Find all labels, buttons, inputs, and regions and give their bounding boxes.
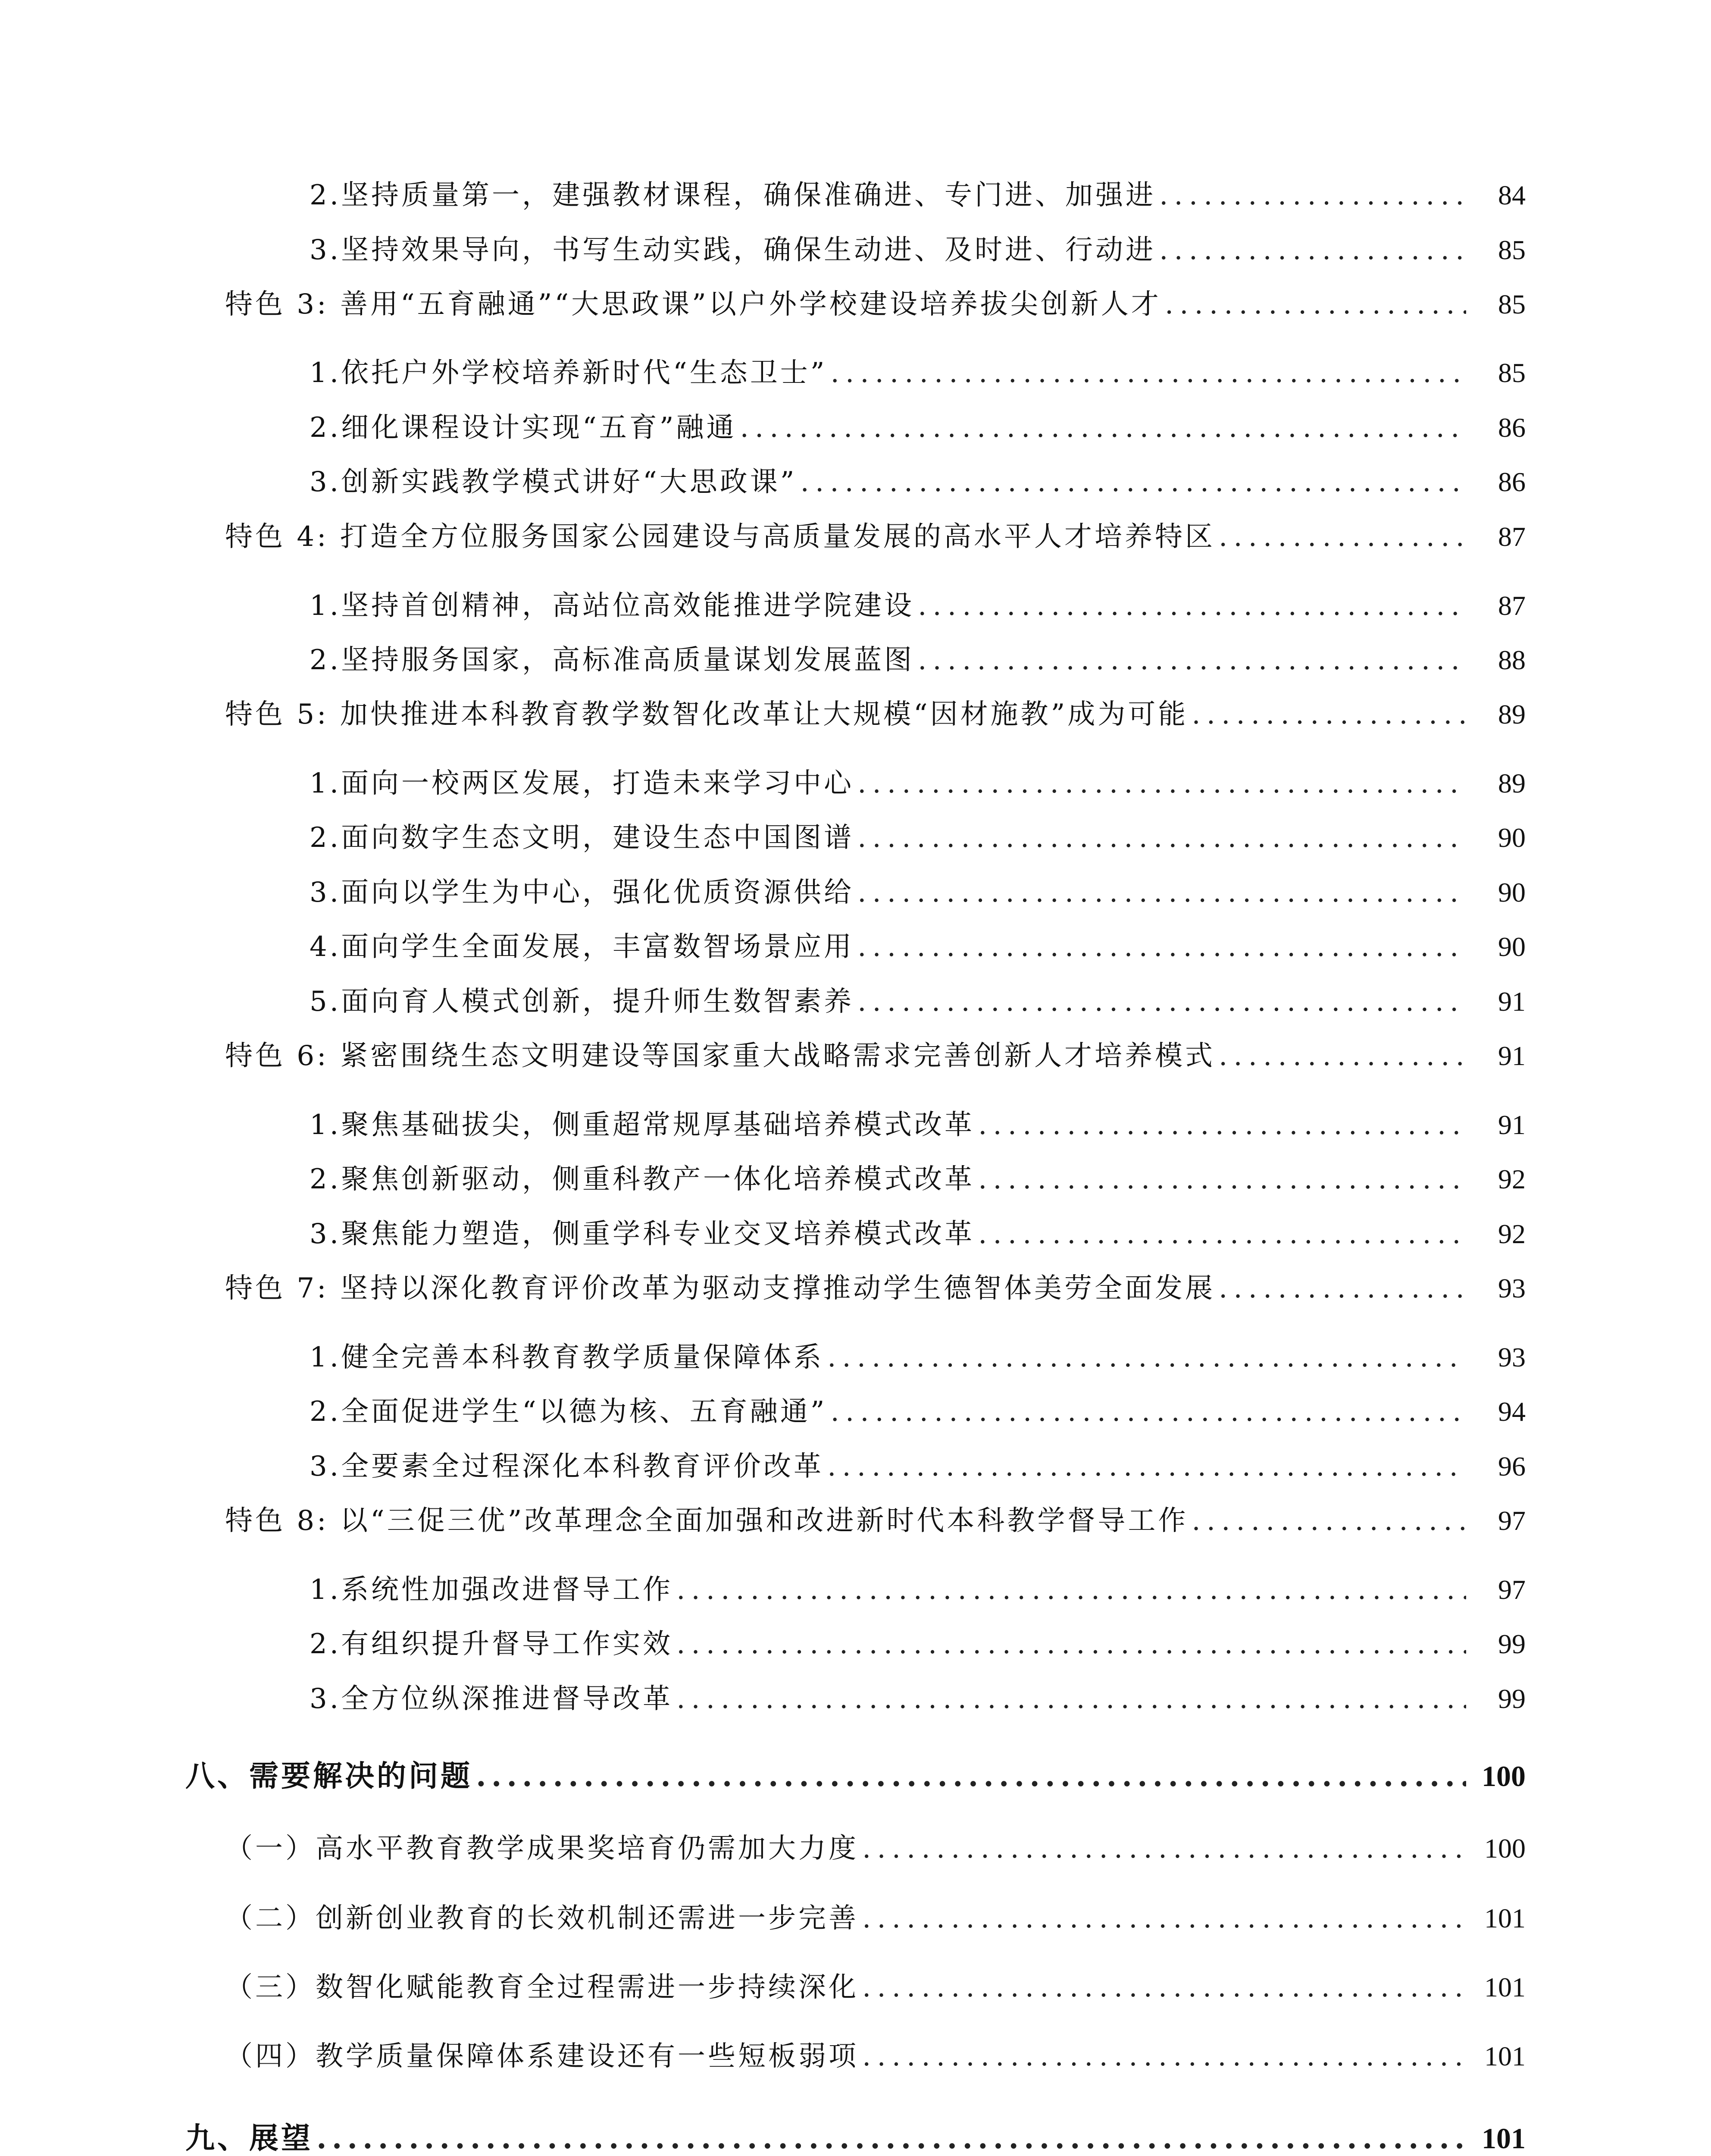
toc-entry[interactable]: [310, 1397, 1526, 1427]
toc-entry[interactable]: [310, 235, 1526, 265]
toc-entry-title: （一）高水平教育教学成果奖培育仍需加大力度: [225, 1833, 859, 1865]
dot-leader: [831, 1397, 1467, 1427]
dot-leader: [676, 1684, 1466, 1714]
toc-page-number: 96: [1498, 1451, 1526, 1482]
toc-entry[interactable]: [310, 413, 1526, 443]
toc-entry-title: 1.健全完善本科教育教学质量保障体系: [310, 1341, 824, 1373]
dot-leader: [857, 877, 1466, 908]
dot-leader: [831, 358, 1467, 388]
toc-page-number: 86: [1498, 467, 1526, 497]
toc-page-number: 88: [1498, 645, 1526, 675]
toc-page-number: 92: [1498, 1219, 1526, 1249]
toc-entry[interactable]: [310, 180, 1526, 210]
dot-leader: [978, 1164, 1466, 1194]
dot-leader: [1219, 1273, 1466, 1304]
toc-entry-title: 4.面向学生全面发展，丰富数智场景应用: [310, 931, 854, 963]
toc-chapter-entry[interactable]: [185, 1760, 1526, 1792]
toc-page-number: 101: [1484, 2041, 1526, 2071]
dot-leader: [1219, 522, 1466, 552]
toc-entry-title: 1.系统性加强改进督导工作: [310, 1574, 673, 1606]
toc-entry-title: 特色 3: 善用“五育融通”“大思政课”以户外学校建设培养拔尖创新人才: [225, 288, 1161, 320]
toc-page-number: 90: [1498, 877, 1526, 908]
toc-entry-title: 1.依托户外学校培养新时代“生态卫士”: [310, 357, 827, 389]
toc-page-number: 89: [1498, 768, 1526, 799]
dot-leader: [827, 1342, 1466, 1373]
toc-page-number: 86: [1498, 412, 1526, 443]
toc-page-number: 101: [1484, 1903, 1526, 1934]
dot-leader: [801, 467, 1467, 497]
toc-entry[interactable]: [310, 1575, 1526, 1605]
toc-entry[interactable]: [225, 1972, 1526, 2002]
toc-page-number: 91: [1498, 986, 1526, 1017]
toc-page-number: 90: [1498, 822, 1526, 853]
toc-entry[interactable]: [310, 467, 1526, 497]
dot-leader: [857, 987, 1466, 1017]
toc-entry[interactable]: [310, 358, 1526, 388]
toc-entry[interactable]: [225, 1833, 1526, 1864]
toc-entry-title: 3.坚持效果导向，书写生动实践，确保生动进、及时进、行动进: [310, 234, 1156, 266]
toc-entry-title: 3.创新实践教学模式讲好“大思政课”: [310, 466, 797, 498]
toc-entry-title: 2.细化课程设计实现“五育”融通: [310, 412, 737, 444]
toc-entry-title: （三）数智化赋能教育全过程需进一步持续深化: [225, 1971, 859, 2003]
toc-entry[interactable]: [310, 932, 1526, 962]
toc-entry-title: 3.全方位纵深推进督导改革: [310, 1683, 673, 1715]
toc-entry-title: 2.坚持服务国家，高标准高质量谋划发展蓝图: [310, 644, 915, 676]
toc-page-number: 101: [1482, 2122, 1526, 2155]
toc-entry[interactable]: [310, 1110, 1526, 1140]
toc-entry[interactable]: [225, 2041, 1526, 2071]
toc-entry-title: 八、需要解决的问题: [185, 1759, 473, 1793]
toc-entry-title: 3.面向以学生为中心，强化优质资源供给: [310, 877, 854, 909]
toc-page-number: 91: [1498, 1109, 1526, 1140]
dot-leader: [1159, 235, 1466, 265]
toc-entry-title: 1.坚持首创精神，高站位高效能推进学院建设: [310, 590, 915, 622]
dot-leader: [827, 1451, 1466, 1482]
dot-leader: [676, 1629, 1466, 1659]
toc-entry-title: 3.全要素全过程深化本科教育评价改革: [310, 1451, 824, 1482]
toc-page-number: 93: [1498, 1342, 1526, 1373]
dot-leader: [1159, 180, 1466, 210]
toc-entry-title: 特色 7: 坚持以深化教育评价改革为驱动支撑推动学生德智体美劳全面发展: [225, 1272, 1215, 1304]
toc-page-number: 90: [1498, 931, 1526, 962]
toc-page-number: 87: [1498, 590, 1526, 621]
dot-leader: [862, 2041, 1466, 2071]
toc-entry-title: 九、展望: [185, 2121, 313, 2156]
toc-entry[interactable]: [225, 1041, 1526, 1071]
dot-leader: [1192, 1506, 1466, 1536]
toc-page-number: 87: [1498, 521, 1526, 552]
dot-leader: [862, 1833, 1466, 1864]
toc-entry-title: 2.面向数字生态文明，建设生态中国图谱: [310, 822, 854, 854]
toc-entry-title: （二）创新创业教育的长效机制还需进一步完善: [225, 1902, 859, 1934]
dot-leader: [1165, 289, 1466, 320]
dot-leader: [1192, 699, 1466, 730]
toc-page-number: 97: [1498, 1505, 1526, 1536]
dot-leader: [857, 823, 1466, 853]
toc-entry-title: 特色 5: 加快推进本科教育教学数智化改革让大规模“因材施教”成为可能: [225, 699, 1189, 730]
toc-entry[interactable]: [225, 1506, 1526, 1536]
dot-leader: [978, 1219, 1466, 1249]
dot-leader: [316, 2122, 1466, 2155]
toc-entry[interactable]: [225, 289, 1526, 320]
dot-leader: [1219, 1041, 1466, 1071]
toc-page-number: 99: [1498, 1629, 1526, 1659]
toc-entry[interactable]: [310, 1629, 1526, 1659]
toc-page-number: 85: [1498, 235, 1526, 265]
toc-page-number: 100: [1484, 1833, 1526, 1864]
toc-entry-title: 2.坚持质量第一，建强教材课程，确保准确进、专门进、加强进: [310, 179, 1156, 211]
toc-entry[interactable]: [225, 699, 1526, 730]
toc-entry-title: 1.聚焦基础拔尖，侧重超常规厚基础培养模式改革: [310, 1109, 975, 1141]
toc-page-number: 99: [1498, 1683, 1526, 1714]
dot-leader: [476, 1760, 1466, 1792]
dot-leader: [862, 1903, 1466, 1934]
toc-page-number: 94: [1498, 1396, 1526, 1427]
toc-page-number: 85: [1498, 289, 1526, 320]
toc-entry[interactable]: [310, 823, 1526, 853]
toc-entry[interactable]: [225, 522, 1526, 552]
toc-entry[interactable]: [310, 877, 1526, 908]
toc-entry[interactable]: [310, 1451, 1526, 1482]
toc-page-number: 91: [1498, 1040, 1526, 1071]
toc-entry-title: 2.聚焦创新驱动，侧重科教产一体化培养模式改革: [310, 1163, 975, 1195]
toc-entry-title: 特色 4: 打造全方位服务国家公园建设与高质量发展的高水平人才培养特区: [225, 521, 1215, 553]
toc-entry[interactable]: [310, 768, 1526, 799]
dot-leader: [857, 768, 1466, 799]
toc-entry[interactable]: [310, 987, 1526, 1017]
toc-entry[interactable]: [310, 645, 1526, 675]
toc-page-number: 92: [1498, 1164, 1526, 1194]
toc-page-number: 93: [1498, 1273, 1526, 1304]
toc-page-number: 84: [1498, 180, 1526, 210]
toc-entry-title: 1.面向一校两区发展，打造未来学习中心: [310, 768, 854, 799]
dot-leader: [918, 591, 1466, 621]
toc-entry-title: （四）教学质量保障体系建设还有一些短板弱项: [225, 2040, 859, 2072]
dot-leader: [740, 413, 1467, 443]
toc-entry[interactable]: [225, 1903, 1526, 1934]
toc-chapter-entry[interactable]: [185, 2122, 1526, 2155]
toc-entry[interactable]: [310, 1684, 1526, 1714]
toc-page-number: 100: [1482, 1760, 1526, 1792]
toc-entry[interactable]: [310, 1219, 1526, 1249]
toc-entry[interactable]: [310, 591, 1526, 621]
toc-page-number: 97: [1498, 1574, 1526, 1605]
toc-page-number: 85: [1498, 357, 1526, 388]
toc-entry-title: 特色 8: 以“三促三优”改革理念全面加强和改进新时代本科教学督导工作: [225, 1505, 1189, 1537]
dot-leader: [918, 645, 1466, 675]
toc-entry[interactable]: [225, 1273, 1526, 1304]
toc-entry[interactable]: [310, 1164, 1526, 1194]
toc-entry[interactable]: [310, 1342, 1526, 1373]
toc-entry-title: 特色 6: 紧密围绕生态文明建设等国家重大战略需求完善创新人才培养模式: [225, 1040, 1215, 1072]
dot-leader: [676, 1575, 1466, 1605]
toc-entry-title: 2.有组织提升督导工作实效: [310, 1628, 673, 1660]
dot-leader: [862, 1972, 1466, 2002]
toc-entry-title: 5.面向育人模式创新，提升师生数智素养: [310, 986, 854, 1018]
toc-entry-title: 3.聚焦能力塑造，侧重学科专业交叉培养模式改革: [310, 1218, 975, 1250]
toc-page-number: 89: [1498, 699, 1526, 730]
toc-entry-title: 2.全面促进学生“以德为核、五育融通”: [310, 1396, 827, 1428]
toc-page-number: 101: [1484, 1972, 1526, 2002]
dot-leader: [978, 1110, 1466, 1140]
dot-leader: [857, 932, 1466, 962]
